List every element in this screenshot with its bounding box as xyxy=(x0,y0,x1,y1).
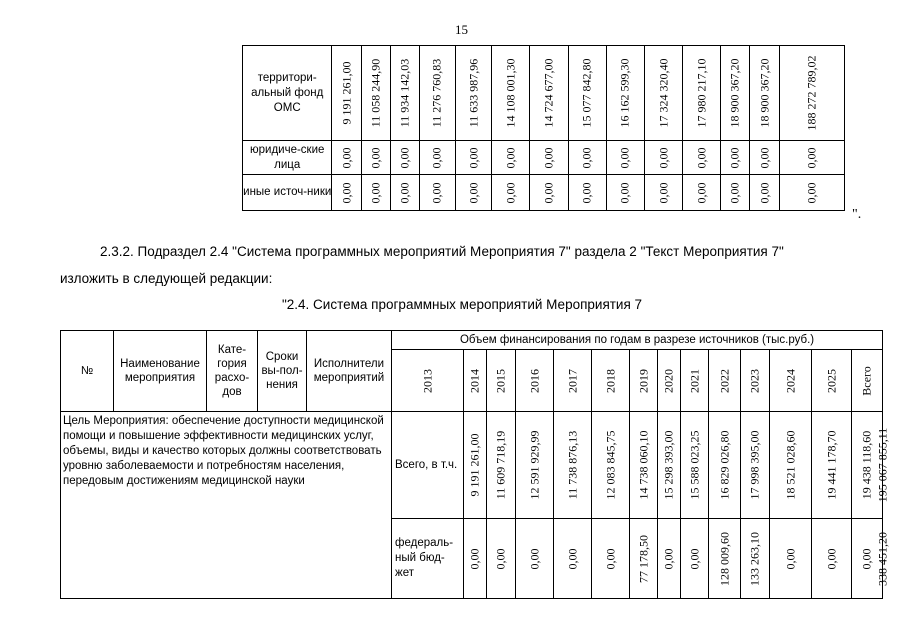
value-cell: 14 108 001,30 xyxy=(492,46,530,141)
year-header: 2018 xyxy=(592,350,630,412)
header-executors: Исполнители мероприятий xyxy=(307,331,392,412)
value-cell: 0,00 xyxy=(332,141,361,175)
value-cell: 0,00 xyxy=(332,175,361,211)
year-header: 2015 xyxy=(487,350,516,412)
section-heading: "2.4. Система программных мероприятий Мероприятия 7 xyxy=(282,297,643,312)
value-cell: 18 521 028,60 xyxy=(770,412,812,519)
closing-quote: ". xyxy=(852,207,862,222)
value-cell: 0,00 xyxy=(683,175,721,211)
header-category: Кате-гория расхо-дов xyxy=(207,331,258,412)
year-header: 2014 xyxy=(464,350,487,412)
value-cell: 0,00 xyxy=(606,175,644,211)
year-header: 2021 xyxy=(681,350,709,412)
value-cell: 0,00 xyxy=(419,175,455,211)
value-cell: 17 980 217,10 xyxy=(683,46,721,141)
value-cell: 0,00 xyxy=(554,519,592,599)
year-header: 2013 xyxy=(392,350,464,412)
goal-cell: Цель Мероприятия: обеспечение доступности медицинской помощи и повышение эффективности медицинских услуг, объемы, виды и качество которых должны соответствовать уровню заболеваемости и потребностям населения, передовым достижениям медицинской науки xyxy=(61,412,392,599)
value-cell: 11 738 876,13 xyxy=(554,412,592,519)
value-cell: 0,00 xyxy=(592,519,630,599)
row-label: юридиче-ские лица xyxy=(243,141,332,175)
year-header: 2023 xyxy=(741,350,770,412)
value-cell: 0,00 xyxy=(779,175,844,211)
value-cell: 0,00 xyxy=(644,141,682,175)
value-cell: 14 724 677,00 xyxy=(530,46,568,141)
value-cell: 0,00 xyxy=(721,141,750,175)
value-cell: 0,00 xyxy=(361,175,390,211)
value-cell: 0,00 xyxy=(750,175,779,211)
row-label: Всего, в т.ч. xyxy=(392,412,464,519)
value-cell: 0,00 xyxy=(770,519,812,599)
paragraph-line-2: изложить в следующей редакции: xyxy=(60,271,273,286)
value-cell: 0,00 xyxy=(683,141,721,175)
value-cell: 11 633 987,96 xyxy=(456,46,492,141)
value-cell: 0,00 xyxy=(852,519,883,599)
header-name: Наименование мероприятия xyxy=(114,331,207,412)
value-cell: 0,00 xyxy=(464,519,487,599)
value-cell: 19 438 118,60 xyxy=(852,412,883,519)
year-header: 2019 xyxy=(630,350,658,412)
header-number: № xyxy=(61,331,114,412)
value-cell: 14 738 060,10 xyxy=(630,412,658,519)
value-cell: 19 441 178,70 xyxy=(812,412,852,519)
value-cell: 18 900 367,20 xyxy=(721,46,750,141)
value-cell: 0,00 xyxy=(568,141,606,175)
paragraph-line-1: 2.3.2. Подраздел 2.4 "Система программных мероприятий Мероприятия 7" раздела 2 "Текст Мероприятия 7" xyxy=(100,244,784,259)
year-header: Всего xyxy=(852,350,883,412)
value-cell: 0,00 xyxy=(606,141,644,175)
value-cell: 12 591 929,99 xyxy=(516,412,554,519)
value-cell: 0,00 xyxy=(419,141,455,175)
table-row xyxy=(243,141,845,175)
value-cell: 77 178,50 xyxy=(630,519,658,599)
row-label: территори-альный фонд ОМС xyxy=(243,46,332,141)
value-cell: 0,00 xyxy=(644,175,682,211)
row-label: федераль-ный бюд-жет xyxy=(392,519,464,599)
value-cell: 0,00 xyxy=(516,519,554,599)
page-number: 15 xyxy=(455,22,468,37)
value-cell: 0,00 xyxy=(681,519,709,599)
value-cell: 0,00 xyxy=(750,141,779,175)
value-cell: 0,00 xyxy=(568,175,606,211)
value-cell: 0,00 xyxy=(390,175,419,211)
value-cell: 0,00 xyxy=(530,175,568,211)
table-row: федераль-ный бюд-жет 0,00 0,00 0,00 0,00 0,00 77 178,50 0,00 0,00 128 009,60 133 263,10 0,00 0,00 0,00 338 451,20 xyxy=(61,519,883,599)
value-cell: 11 058 244,90 xyxy=(361,46,390,141)
row-label: иные источ-ники xyxy=(243,175,332,211)
value-cell: 0,00 xyxy=(658,519,681,599)
table-row: Цель Мероприятия: обеспечение доступности медицинской помощи и повышение эффективности медицинских услуг, объемы, виды и качество которых должны соответствовать уровню заболеваемости и потребностям населения, передовым достижениям медицинской науки Всего, в т.ч. 9 191 261,00 11 609 718,19 12 591 929,99 11 738 876,13 12 083 845,75 14 738 060,10 15 298 393,00 15 588 023,25 16 829 026,80 17 998 395,00 18 521 028,60 19 441 178,70 19 438 118,60 195 067 855,11 xyxy=(61,412,883,519)
value-cell: 11 276 760,83 xyxy=(419,46,455,141)
value-cell: 0,00 xyxy=(456,141,492,175)
value-cell: 11 934 142,03 xyxy=(390,46,419,141)
value-cell: 0,00 xyxy=(812,519,852,599)
value-cell: 188 272 789,02 xyxy=(779,46,844,141)
value-cell: 133 263,10 xyxy=(741,519,770,599)
value-cell: 0,00 xyxy=(492,141,530,175)
value-cell: 9 191 261,00 xyxy=(332,46,361,141)
value-cell: 128 009,60 xyxy=(709,519,741,599)
value-cell: 0,00 xyxy=(721,175,750,211)
value-cell: 15 588 023,25 xyxy=(681,412,709,519)
table-row xyxy=(243,46,845,141)
year-header: 2017 xyxy=(554,350,592,412)
value-cell: 9 191 261,00 xyxy=(464,412,487,519)
value-cell: 0,00 xyxy=(779,141,844,175)
value-cell: 11 609 718,19 xyxy=(487,412,516,519)
value-cell: 0,00 xyxy=(487,519,516,599)
year-header: 2022 xyxy=(709,350,741,412)
program-measures-table xyxy=(60,330,890,599)
year-header: 2016 xyxy=(516,350,554,412)
header-terms: Сроки вы-пол-нения xyxy=(258,331,307,412)
table-row xyxy=(243,175,845,211)
value-cell: 0,00 xyxy=(456,175,492,211)
value-cell: 16 162 599,30 xyxy=(606,46,644,141)
year-header: 2025 xyxy=(812,350,852,412)
value-cell: 17 998 395,00 xyxy=(741,412,770,519)
value-cell: 18 900 367,20 xyxy=(750,46,779,141)
year-header: 2024 xyxy=(770,350,812,412)
value-cell: 0,00 xyxy=(361,141,390,175)
value-cell: 16 829 026,80 xyxy=(709,412,741,519)
value-cell: 15 077 842,80 xyxy=(568,46,606,141)
value-cell: 0,00 xyxy=(390,141,419,175)
value-cell: 12 083 845,75 xyxy=(592,412,630,519)
value-cell: 0,00 xyxy=(530,141,568,175)
value-cell: 15 298 393,00 xyxy=(658,412,681,519)
value-cell: 0,00 xyxy=(492,175,530,211)
value-cell: 17 324 320,40 xyxy=(644,46,682,141)
year-header: 2020 xyxy=(658,350,681,412)
top-funding-table xyxy=(242,45,845,211)
header-funding: Объем финансирования по годам в разрезе источников (тыс.руб.) xyxy=(392,331,883,350)
